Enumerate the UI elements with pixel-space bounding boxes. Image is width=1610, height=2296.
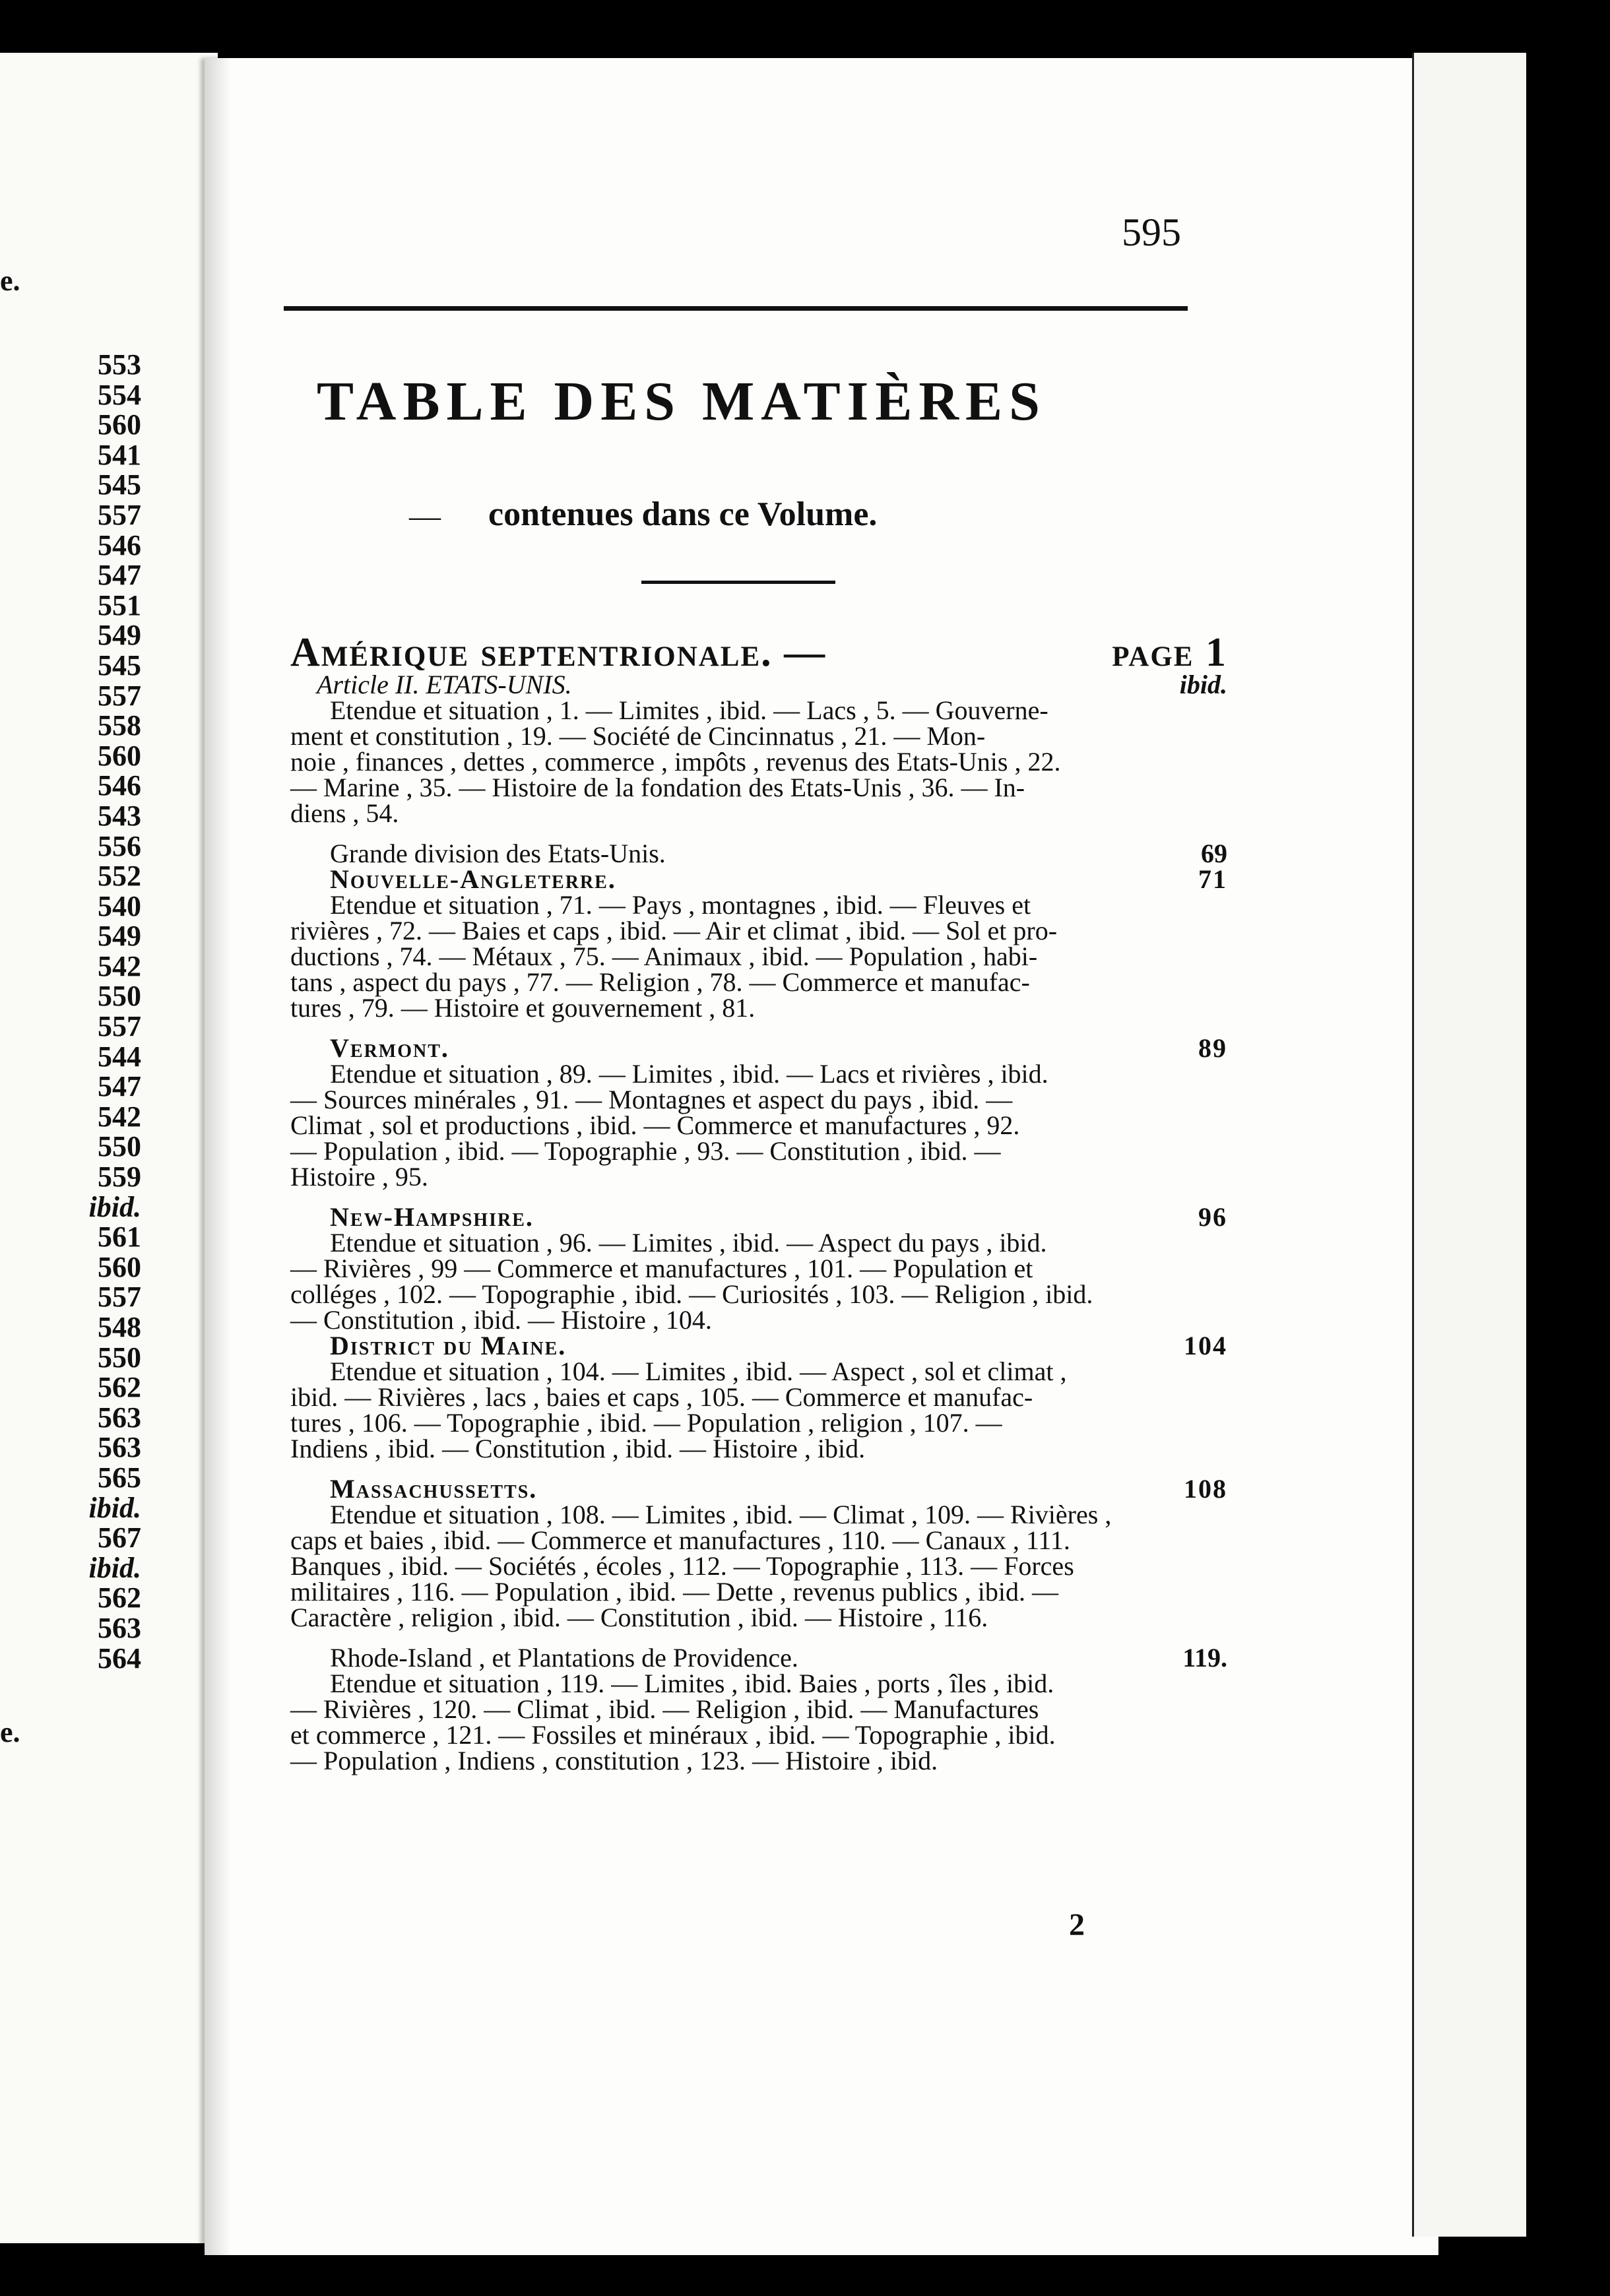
toc-line <box>290 800 1227 826</box>
toc-text: Etendue et situation , 71. — Pays , montagnes , ibid. — Fleuves et <box>330 890 1031 920</box>
left-page-number: 556 <box>98 829 141 862</box>
left-page-number: 540 <box>98 889 141 922</box>
toc-text: Etendue et situation , 119. — Limites , ibid. Baies , ports , îles , ibid. <box>330 1669 1054 1698</box>
toc-text: — Population , ibid. — Topographie , 93. — Constitution , ibid. — <box>290 1136 1001 1166</box>
toc-text: Massachussetts. <box>330 1474 538 1504</box>
toc-page-ref: 119. <box>1182 1643 1227 1673</box>
left-page-number: 558 <box>98 709 141 742</box>
binding-fold <box>205 58 231 2255</box>
toc-line <box>290 672 1227 697</box>
toc-text: Indiens , ibid. — Constitution , ibid. — Histoire , ibid. <box>290 1434 866 1463</box>
left-page-number: 562 <box>98 1581 141 1614</box>
toc-text: Grande division des Etats-Unis. <box>330 839 666 868</box>
left-page-number: 550 <box>98 1130 141 1163</box>
toc-line <box>290 1476 1227 1502</box>
toc-page-ref: ibid. <box>1179 670 1227 699</box>
left-page-number: 553 <box>98 348 141 381</box>
page-title: TABLE DES MATIÈRES <box>317 371 1046 432</box>
left-page-number: 547 <box>98 559 141 592</box>
toc-text: — Marine , 35. — Histoire de la fondation des Etats-Unis , 36. — In- <box>290 773 1025 802</box>
toc-text: Article II. ETATS-UNIS. <box>317 670 572 699</box>
left-page-number: ibid. <box>88 1491 141 1524</box>
left-page-number: 560 <box>98 408 141 441</box>
toc-text: — Population , Indiens , constitution , 123. — Histoire , ibid. <box>290 1746 938 1775</box>
toc-line <box>290 1436 1227 1461</box>
toc-line <box>290 1410 1227 1436</box>
toc-line <box>290 1553 1227 1579</box>
left-page-number: 563 <box>98 1431 141 1464</box>
left-page-number: 548 <box>98 1311 141 1343</box>
toc-line <box>290 1061 1227 1087</box>
toc-text: diens , 54. <box>290 798 399 828</box>
toc-line <box>290 1605 1227 1630</box>
toc-page-ref: 71 <box>1198 864 1227 894</box>
toc-text: et commerce , 121. — Fossiles et minéraux , ibid. — Topographie , ibid. <box>290 1720 1056 1750</box>
toc-line <box>290 749 1227 775</box>
left-page-number: 557 <box>98 679 141 712</box>
left-page-number: 560 <box>98 739 141 772</box>
left-page-number: 557 <box>98 1010 141 1043</box>
toc-text: ment et constitution , 19. — Société de Cincinnatus , 21. — Mon- <box>290 721 986 751</box>
left-page-number: ibid. <box>88 1551 141 1584</box>
toc-text: Nouvelle-Angleterre. <box>330 864 616 894</box>
toc-line <box>290 1307 1227 1333</box>
toc-line <box>290 1502 1227 1527</box>
toc-line <box>290 1748 1227 1773</box>
toc-text: — Rivières , 99 — Commerce et manufactures , 101. — Population et <box>290 1254 1033 1283</box>
left-page-number: 545 <box>98 649 141 682</box>
toc-text: ibid. — Rivières , lacs , baies et caps , 105. — Commerce et manufac- <box>290 1382 1033 1412</box>
left-page-number: 552 <box>98 860 141 893</box>
toc-line <box>290 1645 1227 1671</box>
toc-line <box>290 1087 1227 1112</box>
toc-line <box>290 1112 1227 1138</box>
toc-line <box>290 1384 1227 1410</box>
left-page-number: 546 <box>98 769 141 802</box>
toc-line <box>290 918 1227 943</box>
left-page-number: 544 <box>98 1040 141 1073</box>
toc-line <box>290 1164 1227 1190</box>
toc-line <box>290 969 1227 995</box>
toc-line <box>290 1358 1227 1384</box>
toc-text: tures , 106. — Topographie , ibid. — Population , religion , 107. — <box>290 1408 1002 1438</box>
left-page-number: 567 <box>98 1521 141 1554</box>
table-of-contents <box>290 630 1227 1775</box>
left-page-number: 562 <box>98 1371 141 1404</box>
toc-line <box>290 841 1227 866</box>
toc-text: Etendue et situation , 104. — Limites , ibid. — Aspect , sol et climat , <box>330 1356 1067 1386</box>
page-edge <box>1412 53 1526 2237</box>
left-page-number: 543 <box>98 799 141 832</box>
signature-mark: 2 <box>1069 1907 1085 1942</box>
toc-text: Vermont. <box>330 1033 449 1063</box>
left-page-number: 563 <box>98 1611 141 1644</box>
left-page-number: 557 <box>98 498 141 531</box>
toc-line <box>290 775 1227 800</box>
left-page-number-column <box>55 350 141 1673</box>
toc-text: Banques , ibid. — Sociétés , écoles , 112. — Topographie , 113. — Forces <box>290 1551 1074 1581</box>
left-page-number: 565 <box>98 1461 141 1494</box>
left-page-number: 546 <box>98 528 141 561</box>
toc-text: Etendue et situation , 108. — Limites , ibid. — Climat , 109. — Rivières , <box>330 1500 1112 1529</box>
toc-line <box>290 1281 1227 1307</box>
toc-line <box>290 995 1227 1021</box>
left-page-number: 563 <box>98 1401 141 1434</box>
left-page-number: 541 <box>98 438 141 471</box>
toc-line <box>290 1527 1227 1553</box>
toc-text: Rhode-Island , et Plantations de Providence. <box>330 1643 798 1673</box>
toc-line <box>290 943 1227 969</box>
left-page-number: 550 <box>98 1341 141 1374</box>
left-page-number: 551 <box>98 589 141 622</box>
toc-line <box>290 1256 1227 1281</box>
toc-text: Etendue et situation , 89. — Limites , ibid. — Lacs et rivières , ibid. <box>330 1059 1048 1089</box>
toc-page-ref: page 1 <box>1112 630 1227 675</box>
toc-line <box>290 630 1227 675</box>
toc-line <box>290 892 1227 918</box>
toc-text: New-Hampshire. <box>330 1202 534 1232</box>
left-page-fragment-top: e. <box>0 265 20 297</box>
toc-line <box>290 1722 1227 1748</box>
title-rule <box>641 581 835 584</box>
left-page-number: 542 <box>98 949 141 982</box>
toc-line <box>290 1579 1227 1605</box>
toc-text: caps et baies , ibid. — Commerce et manufactures , 110. — Canaux , 111. <box>290 1525 1070 1555</box>
left-page-fragment-bottom: e. <box>0 1716 20 1748</box>
toc-page-ref: 89 <box>1198 1033 1227 1063</box>
left-page-number: 549 <box>98 920 141 953</box>
toc-text: Climat , sol et productions , ibid. — Commerce et manufactures , 92. <box>290 1110 1020 1140</box>
toc-page-ref: 96 <box>1198 1202 1227 1232</box>
left-facing-page <box>0 53 218 2243</box>
toc-text: Amérique septentrionale. — <box>290 630 827 675</box>
left-page-number: 559 <box>98 1161 141 1194</box>
toc-line <box>290 697 1227 723</box>
toc-line <box>290 1230 1227 1256</box>
left-page-number: 560 <box>98 1250 141 1283</box>
toc-line <box>290 1204 1227 1230</box>
toc-text: — Rivières , 120. — Climat , ibid. — Religion , ibid. — Manufactures <box>290 1694 1039 1724</box>
toc-text: — Constitution , ibid. — Histoire , 104. <box>290 1305 712 1335</box>
toc-text: militaires , 116. — Population , ibid. — Dette , revenus publics , ibid. — <box>290 1577 1058 1607</box>
toc-line <box>290 1671 1227 1696</box>
toc-line <box>290 866 1227 892</box>
toc-page-ref: 69 <box>1201 839 1227 868</box>
left-page-number: 550 <box>98 980 141 1013</box>
toc-text: District du Maine. <box>330 1331 567 1360</box>
toc-text: noie , finances , dettes , commerce , impôts , revenus des Etats-Unis , 22. <box>290 747 1061 777</box>
toc-text: Histoire , 95. <box>290 1162 428 1192</box>
left-page-number: 542 <box>98 1100 141 1133</box>
toc-text: ductions , 74. — Métaux , 75. — Animaux , ibid. — Population , habi- <box>290 941 1038 971</box>
left-page-number: 547 <box>98 1070 141 1103</box>
left-page-number: 557 <box>98 1281 141 1314</box>
page-subtitle: contenues dans ce Volume. <box>488 495 878 533</box>
toc-text: — Sources minérales , 91. — Montagnes et aspect du pays , ibid. — <box>290 1085 1013 1114</box>
toc-text: tures , 79. — Histoire et gouvernement , 81. <box>290 993 756 1023</box>
toc-page-ref: 104 <box>1184 1331 1227 1360</box>
toc-text: tans , aspect du pays , 77. — Religion , 78. — Commerce et manufac- <box>290 967 1030 997</box>
left-page-number: 549 <box>98 619 141 652</box>
toc-text: colléges , 102. — Topographie , ibid. — Curiosités , 103. — Religion , ibid. <box>290 1279 1093 1309</box>
toc-text: Etendue et situation , 1. — Limites , ibid. — Lacs , 5. — Gouverne- <box>330 695 1048 725</box>
toc-text: Etendue et situation , 96. — Limites , ibid. — Aspect du pays , ibid. <box>330 1228 1047 1258</box>
toc-line <box>290 1696 1227 1722</box>
left-page-number: ibid. <box>88 1190 141 1223</box>
subtitle-dash: — <box>409 499 441 534</box>
toc-line <box>290 1333 1227 1358</box>
left-page-number: 564 <box>98 1642 141 1674</box>
toc-line <box>290 1138 1227 1164</box>
toc-line <box>290 1035 1227 1061</box>
left-page-number: 554 <box>98 378 141 411</box>
toc-text: Caractère , religion , ibid. — Constitution , ibid. — Histoire , 116. <box>290 1603 988 1632</box>
left-page-number: 545 <box>98 468 141 501</box>
page-number: 595 <box>1122 210 1181 254</box>
toc-line <box>290 723 1227 749</box>
left-page-number: 561 <box>98 1221 141 1254</box>
toc-text: rivières , 72. — Baies et caps , ibid. — Air et climat , ibid. — Sol et pro- <box>290 916 1058 945</box>
toc-page-ref: 108 <box>1184 1474 1227 1504</box>
header-rule <box>284 306 1188 311</box>
